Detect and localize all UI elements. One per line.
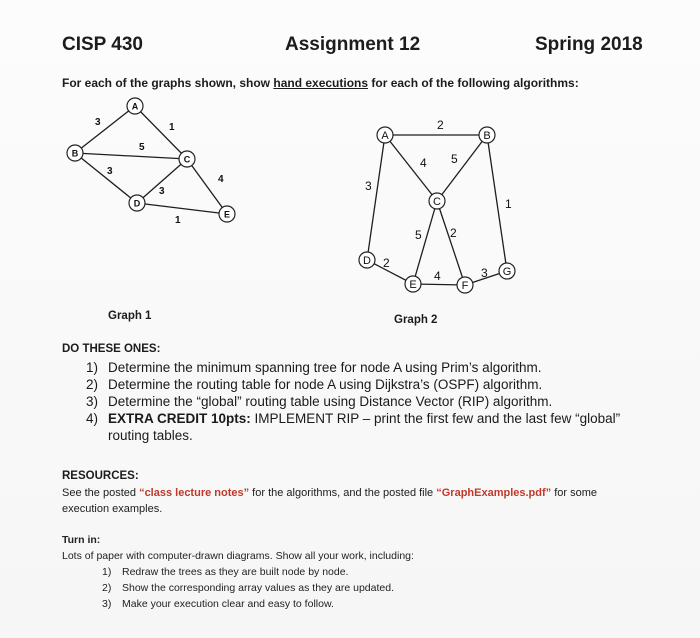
g2-weight-a-c: 4 — [420, 156, 427, 170]
g2-node-g-label: G — [502, 266, 512, 278]
g2-node-a — [377, 127, 393, 143]
intro-prefix: For each of the graphs shown, show — [62, 76, 274, 90]
graph-2-diagram — [345, 115, 535, 305]
turn-in-2-number: 2) — [102, 582, 112, 594]
g1-weight-b-d: 3 — [107, 166, 113, 177]
turn-in-list — [62, 564, 622, 612]
task-4-number: 4) — [86, 411, 99, 426]
g1-edge-a-b — [75, 106, 135, 153]
intro-text — [62, 76, 579, 90]
intro-suffix: for each of the following algorithms: — [368, 76, 579, 90]
g2-weight-f-g: 3 — [481, 266, 488, 280]
g1-weight-a-b: 3 — [95, 117, 101, 128]
g1-edge-d-e — [137, 203, 227, 214]
g2-node-e-label: E — [409, 279, 417, 291]
g2-weight-a-d: 3 — [365, 179, 372, 193]
g1-node-c-label: C — [183, 154, 191, 165]
g2-node-a-label: A — [381, 130, 389, 142]
graph-2-caption: Graph 2 — [394, 314, 438, 326]
g2-weight-d-e: 2 — [383, 256, 390, 270]
g1-edge-c-e — [187, 159, 227, 214]
task-3-text: Determine the “global” routing table using Distance Vector (RIP) algorithm. — [108, 394, 553, 409]
turn-in-intro: Lots of paper with computer-drawn diagrams. Show all your work, including: — [62, 550, 414, 562]
g2-node-d-label: D — [363, 255, 371, 267]
g1-weight-a-c: 1 — [169, 122, 175, 133]
g2-node-c — [429, 193, 445, 209]
g2-weight-b-g: 1 — [505, 197, 512, 211]
g2-node-f-label: F — [461, 280, 469, 292]
g2-edge-a-d — [367, 135, 385, 260]
turn-in-heading: Turn in: — [62, 534, 101, 546]
tasks-heading: DO THESE ONES: — [62, 343, 161, 355]
resources-heading: RESOURCES: — [62, 470, 139, 482]
task-item-2 — [86, 376, 646, 393]
g2-weight-a-b: 2 — [437, 118, 444, 132]
term-label: Spring 2018 — [535, 34, 643, 55]
turn-in-item-3 — [102, 596, 622, 612]
turn-in-1-text: Redraw the trees as they are built node by node. — [122, 566, 349, 578]
task-item-4 — [86, 410, 646, 444]
task-4-text: IMPLEMENT RIP – print the first few and the last few “global” routing tables. — [108, 411, 621, 443]
g2-weight-c-f: 2 — [450, 226, 457, 240]
g2-edge-b-c — [437, 135, 487, 201]
turn-in-section — [62, 532, 622, 612]
g1-node-a-label: A — [131, 101, 139, 112]
task-2-number: 2) — [86, 377, 99, 392]
g2-node-g — [499, 263, 515, 279]
g1-node-e-label: E — [223, 209, 231, 220]
g1-node-b-label: B — [71, 148, 79, 159]
g2-edge-b-g — [487, 135, 507, 271]
g1-weight-b-c: 5 — [139, 142, 145, 153]
turn-in-2-text: Show the corresponding array values as they are updated. — [122, 582, 395, 594]
g2-node-b-label: B — [483, 130, 491, 142]
task-1-number: 1) — [86, 360, 99, 375]
resources-middle: for the algorithms, and the posted file — [249, 487, 437, 499]
task-3-number: 3) — [86, 394, 99, 409]
graph-1-caption: Graph 1 — [108, 310, 152, 322]
resources-prefix: See the posted — [62, 487, 140, 499]
g1-node-d-label: D — [133, 198, 141, 209]
task-1-text: Determine the minimum spanning tree for node A using Prim’s algorithm. — [108, 360, 542, 375]
resources-notes: “class lecture notes” — [139, 487, 250, 499]
task-item-3 — [86, 393, 646, 410]
g2-edge-a-c — [385, 135, 437, 201]
g1-weight-d-e: 1 — [175, 215, 181, 226]
g2-node-e — [405, 276, 421, 292]
g2-node-f — [457, 277, 473, 293]
intro-emphasis: hand executions — [273, 76, 369, 90]
g2-weight-b-c: 5 — [451, 152, 458, 166]
task-2-text: Determine the routing table for node A using Dijkstra’s (OSPF) algorithm. — [108, 377, 543, 392]
turn-in-3-text: Make your execution clear and easy to follow. — [122, 598, 334, 610]
g2-node-c-label: C — [433, 196, 441, 208]
g2-weight-c-e: 5 — [415, 228, 422, 242]
course-code: CISP 430 — [62, 34, 143, 55]
g1-node-a — [127, 98, 143, 114]
assignment-title: Assignment 12 — [285, 34, 421, 55]
resources-file: “GraphExamples.pdf” — [436, 487, 552, 499]
g1-node-b — [67, 145, 83, 161]
g1-node-d — [129, 195, 145, 211]
task-item-1 — [86, 359, 646, 376]
task-4-extra-credit: EXTRA CREDIT 10pts: — [108, 411, 251, 426]
graph-1-diagram — [55, 90, 255, 230]
tasks-list — [62, 359, 646, 444]
g1-weight-c-d: 3 — [159, 186, 165, 197]
g2-node-d — [359, 252, 375, 268]
turn-in-1-number: 1) — [102, 566, 112, 578]
resources-text — [62, 485, 622, 517]
g1-edge-b-c — [75, 153, 187, 159]
turn-in-item-2 — [102, 580, 622, 596]
g2-edge-c-f — [437, 201, 465, 285]
turn-in-3-number: 3) — [102, 598, 112, 610]
g1-node-e — [219, 206, 235, 222]
g1-node-c — [179, 151, 195, 167]
g2-node-b — [479, 127, 495, 143]
turn-in-item-1 — [102, 564, 622, 580]
g1-edge-b-d — [75, 153, 137, 203]
g1-weight-c-e: 4 — [218, 174, 224, 185]
g2-weight-e-f: 4 — [434, 269, 441, 283]
resources-suffix: for some execution examples. — [62, 487, 598, 515]
